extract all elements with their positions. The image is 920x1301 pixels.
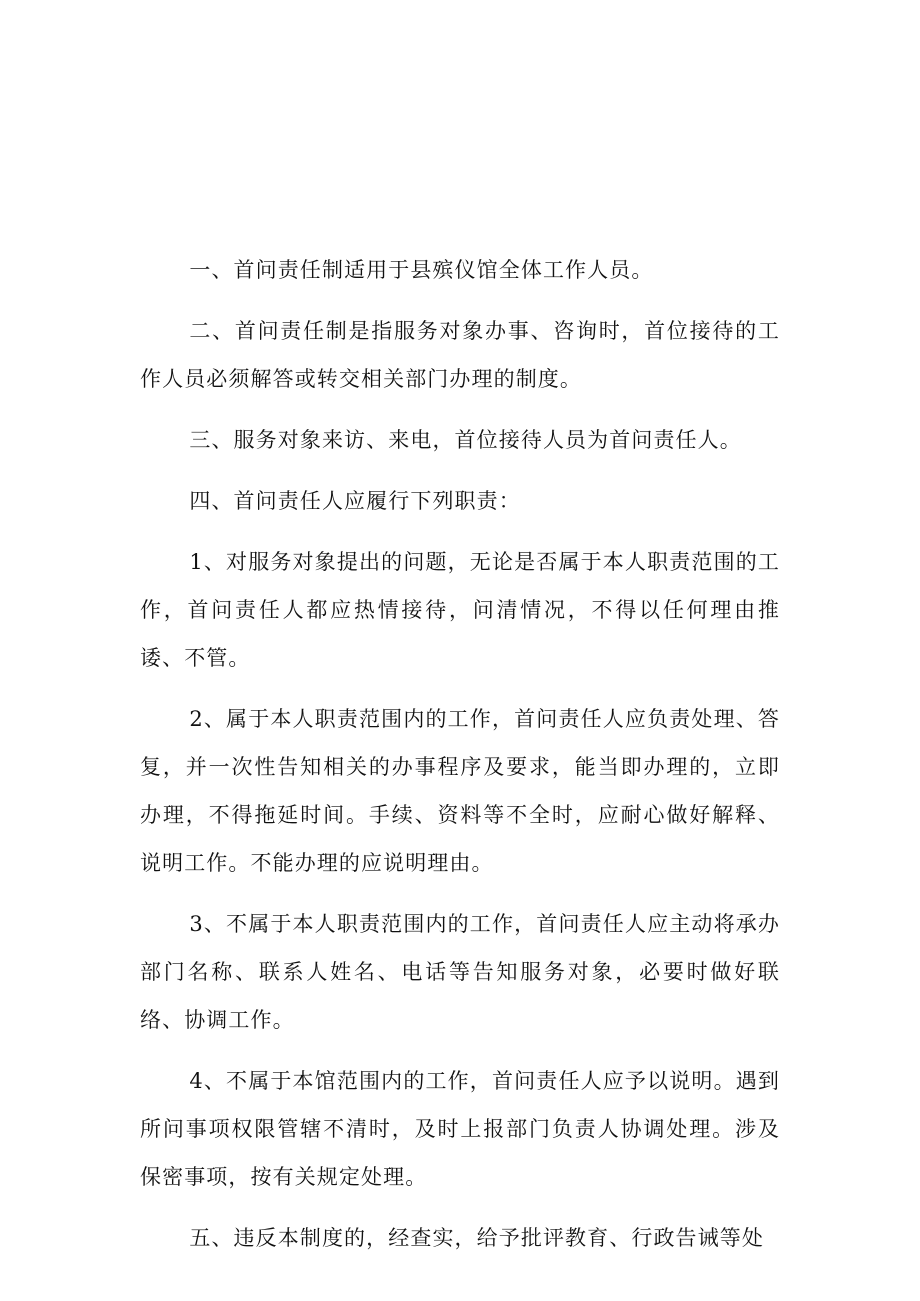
paragraph-2: 二、首问责任制是指服务对象办事、咨询时，首位接待的工作人员必须解答或转交相关部门办理的制度。 xyxy=(140,319,780,391)
paragraph-8: 4、不属于本馆范围内的工作，首问责任人应予以说明。遇到所问事项权限管辖不清时，及时上报部门负责人协调处理。涉及保密事项，按有关规定处理。 xyxy=(140,1069,780,1189)
paragraph-4: 四、首问责任人应履行下列职责： xyxy=(189,489,521,513)
paragraph-1: 一、首问责任制适用于县殡仪馆全体工作人员。 xyxy=(189,258,654,282)
paragraph-5: 1、对服务对象提出的问题，无论是否属于本人职责范围的工作，首问责任人都应热情接待，问清情况，不得以任何理由推诿、不管。 xyxy=(140,550,780,670)
paragraph-7: 3、不属于本人职责范围内的工作，首问责任人应主动将承办部门名称、联系人姓名、电话等告知服务对象，必要时做好联络、协调工作。 xyxy=(140,912,780,1032)
paragraph-9: 五、违反本制度的，经查实，给予批评教育、行政告诫等处 xyxy=(189,1226,764,1250)
paragraph-3: 三、服务对象来访、来电，首位接待人员为首问责任人。 xyxy=(189,428,742,452)
document-body xyxy=(140,246,780,1275)
paragraph-6: 2、属于本人职责范围内的工作，首问责任人应负责处理、答复，并一次性告知相关的办事程序及要求，能当即办理的，立即办理，不得拖延时间。手续、资料等不全时，应耐心做好解释、说明工作。不能办理的应说明理由。 xyxy=(140,707,780,875)
